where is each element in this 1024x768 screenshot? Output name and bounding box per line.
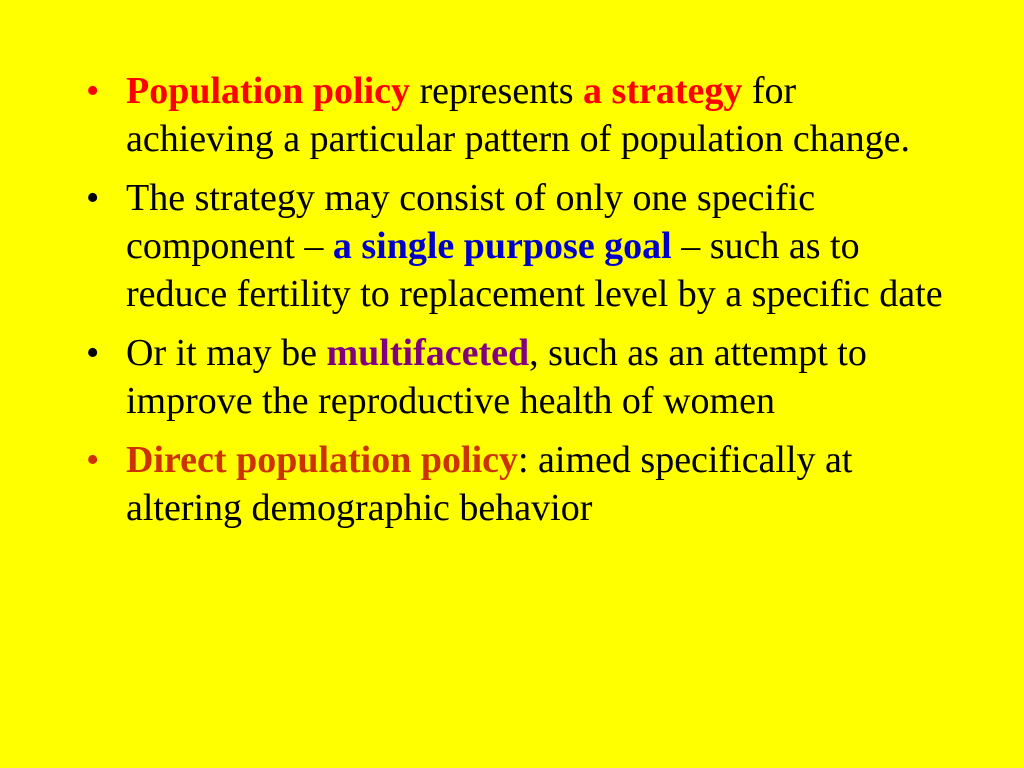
highlight-population-policy: Population policy [126,70,410,112]
highlight-multifaceted: multifaceted [326,332,530,374]
bullet-item-population-policy [86,67,946,163]
bullet-marker: • [86,70,100,112]
highlight-single-purpose-goal: a single purpose goal [332,225,672,267]
text-segment: Or it may be [126,332,327,374]
text-segment: The strategy may consist of only one specific component – [126,177,816,267]
bullet-marker: • [86,332,100,374]
text-segment: : aimed specifically at altering demographic behavior [126,439,853,529]
text-segment: for achieving a particular pattern of population change. [126,70,910,160]
bullet-list [86,67,946,532]
bullet-item-multifaceted [86,329,946,425]
text-segment: represents [410,70,584,112]
highlight-a-strategy: a strategy [583,70,743,112]
bullet-marker: • [86,177,100,219]
bullet-item-direct-population-policy [86,436,946,532]
text-segment: , such as an attempt to improve the reproductive health of women [126,332,867,422]
bullet-marker: • [86,439,100,481]
text-segment: – such as to reduce fertility to replacement level by a specific date [126,225,943,315]
highlight-direct-population-policy: Direct population policy [126,439,518,481]
bullet-item-strategy-component [86,174,946,318]
